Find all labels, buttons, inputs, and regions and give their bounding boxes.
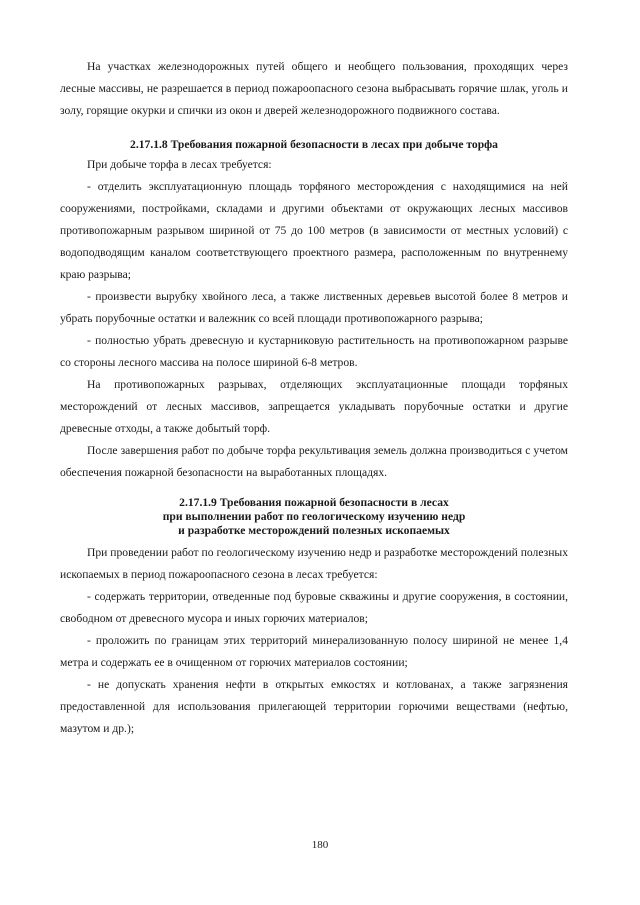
section-heading-geology: [60, 496, 568, 538]
list-item: - не допускать хранения нефти в открытых емкостях и котлованах, а также загрязнения предоставленной для использования прилегающей территории горючими веществами (нефтью, мазутом и др.);: [60, 678, 568, 735]
intro-paragraph: На участках железнодорожных путей общего и необщего пользования, проходящих через лесные массивы, не разрешается в период пожароопасного сезона выбрасывать горячие шлак, уголь и золу, горящие окурки и спички из окон и дверей железнодорожного подвижного состава.: [60, 60, 568, 117]
list-item: - произвести вырубку хвойного леса, а также лиственных деревьев высотой более 8 метров и убрать порубочные остатки и валежник со всей площади противопожарного разрыва;: [60, 290, 568, 325]
list-item: - полностью убрать древесную и кустарниковую растительность на противопожарном разрыве со стороны лесного массива на полосе шириной 6-8 метров.: [60, 334, 568, 369]
heading-line: при выполнении работ по геологическому изучению недр: [162, 510, 466, 523]
list-item: - отделить эксплуатационную площадь торфяного месторождения с находящимися на ней сооружениями, постройками, складами и другими объектами от окружающих лесных массивов противопожарным разрывом шириной от 75 до 100 метров (в зависимости от местных условий) с водоподводящим каналом соответствующего проектного размера, расположенным по внутреннему краю разрыва;: [60, 180, 568, 281]
heading-line: и разработке месторождений полезных ископаемых: [178, 524, 450, 537]
paragraph: При добыче торфа в лесах требуется:: [87, 158, 272, 171]
paragraph: При проведении работ по геологическому изучению недр и разработке месторождений полезных ископаемых в период пожароопасного сезона в лесах требуется:: [60, 546, 568, 581]
paragraph: После завершения работ по добыче торфа рекультивация земель должна производиться с учетом обеспечения пожарной безопасности на выработанных площадях.: [60, 444, 568, 479]
page-number: 180: [311, 839, 329, 851]
list-item: - содержать территории, отведенные под буровые скважины и другие сооружения, в состоянии, свободном от древесного мусора и иных горючих материалов;: [60, 590, 568, 625]
document-page: [60, 56, 568, 740]
paragraph: На противопожарных разрывах, отделяющих эксплуатационные площади торфяных месторождений от лесных массивов, запрещается укладывать порубочные остатки и другие древесные отходы, а также добытый торф.: [60, 378, 568, 435]
list-item: - проложить по границам этих территорий минерализованную полосу шириной не менее 1,4 метра и содержать ее в очищенном от горючих материалов состоянии;: [60, 634, 568, 669]
heading-line: 2.17.1.9 Требования пожарной безопасности в лесах: [179, 496, 449, 509]
section-heading-peat: 2.17.1.8 Требования пожарной безопасности в лесах при добыче торфа: [130, 138, 498, 151]
